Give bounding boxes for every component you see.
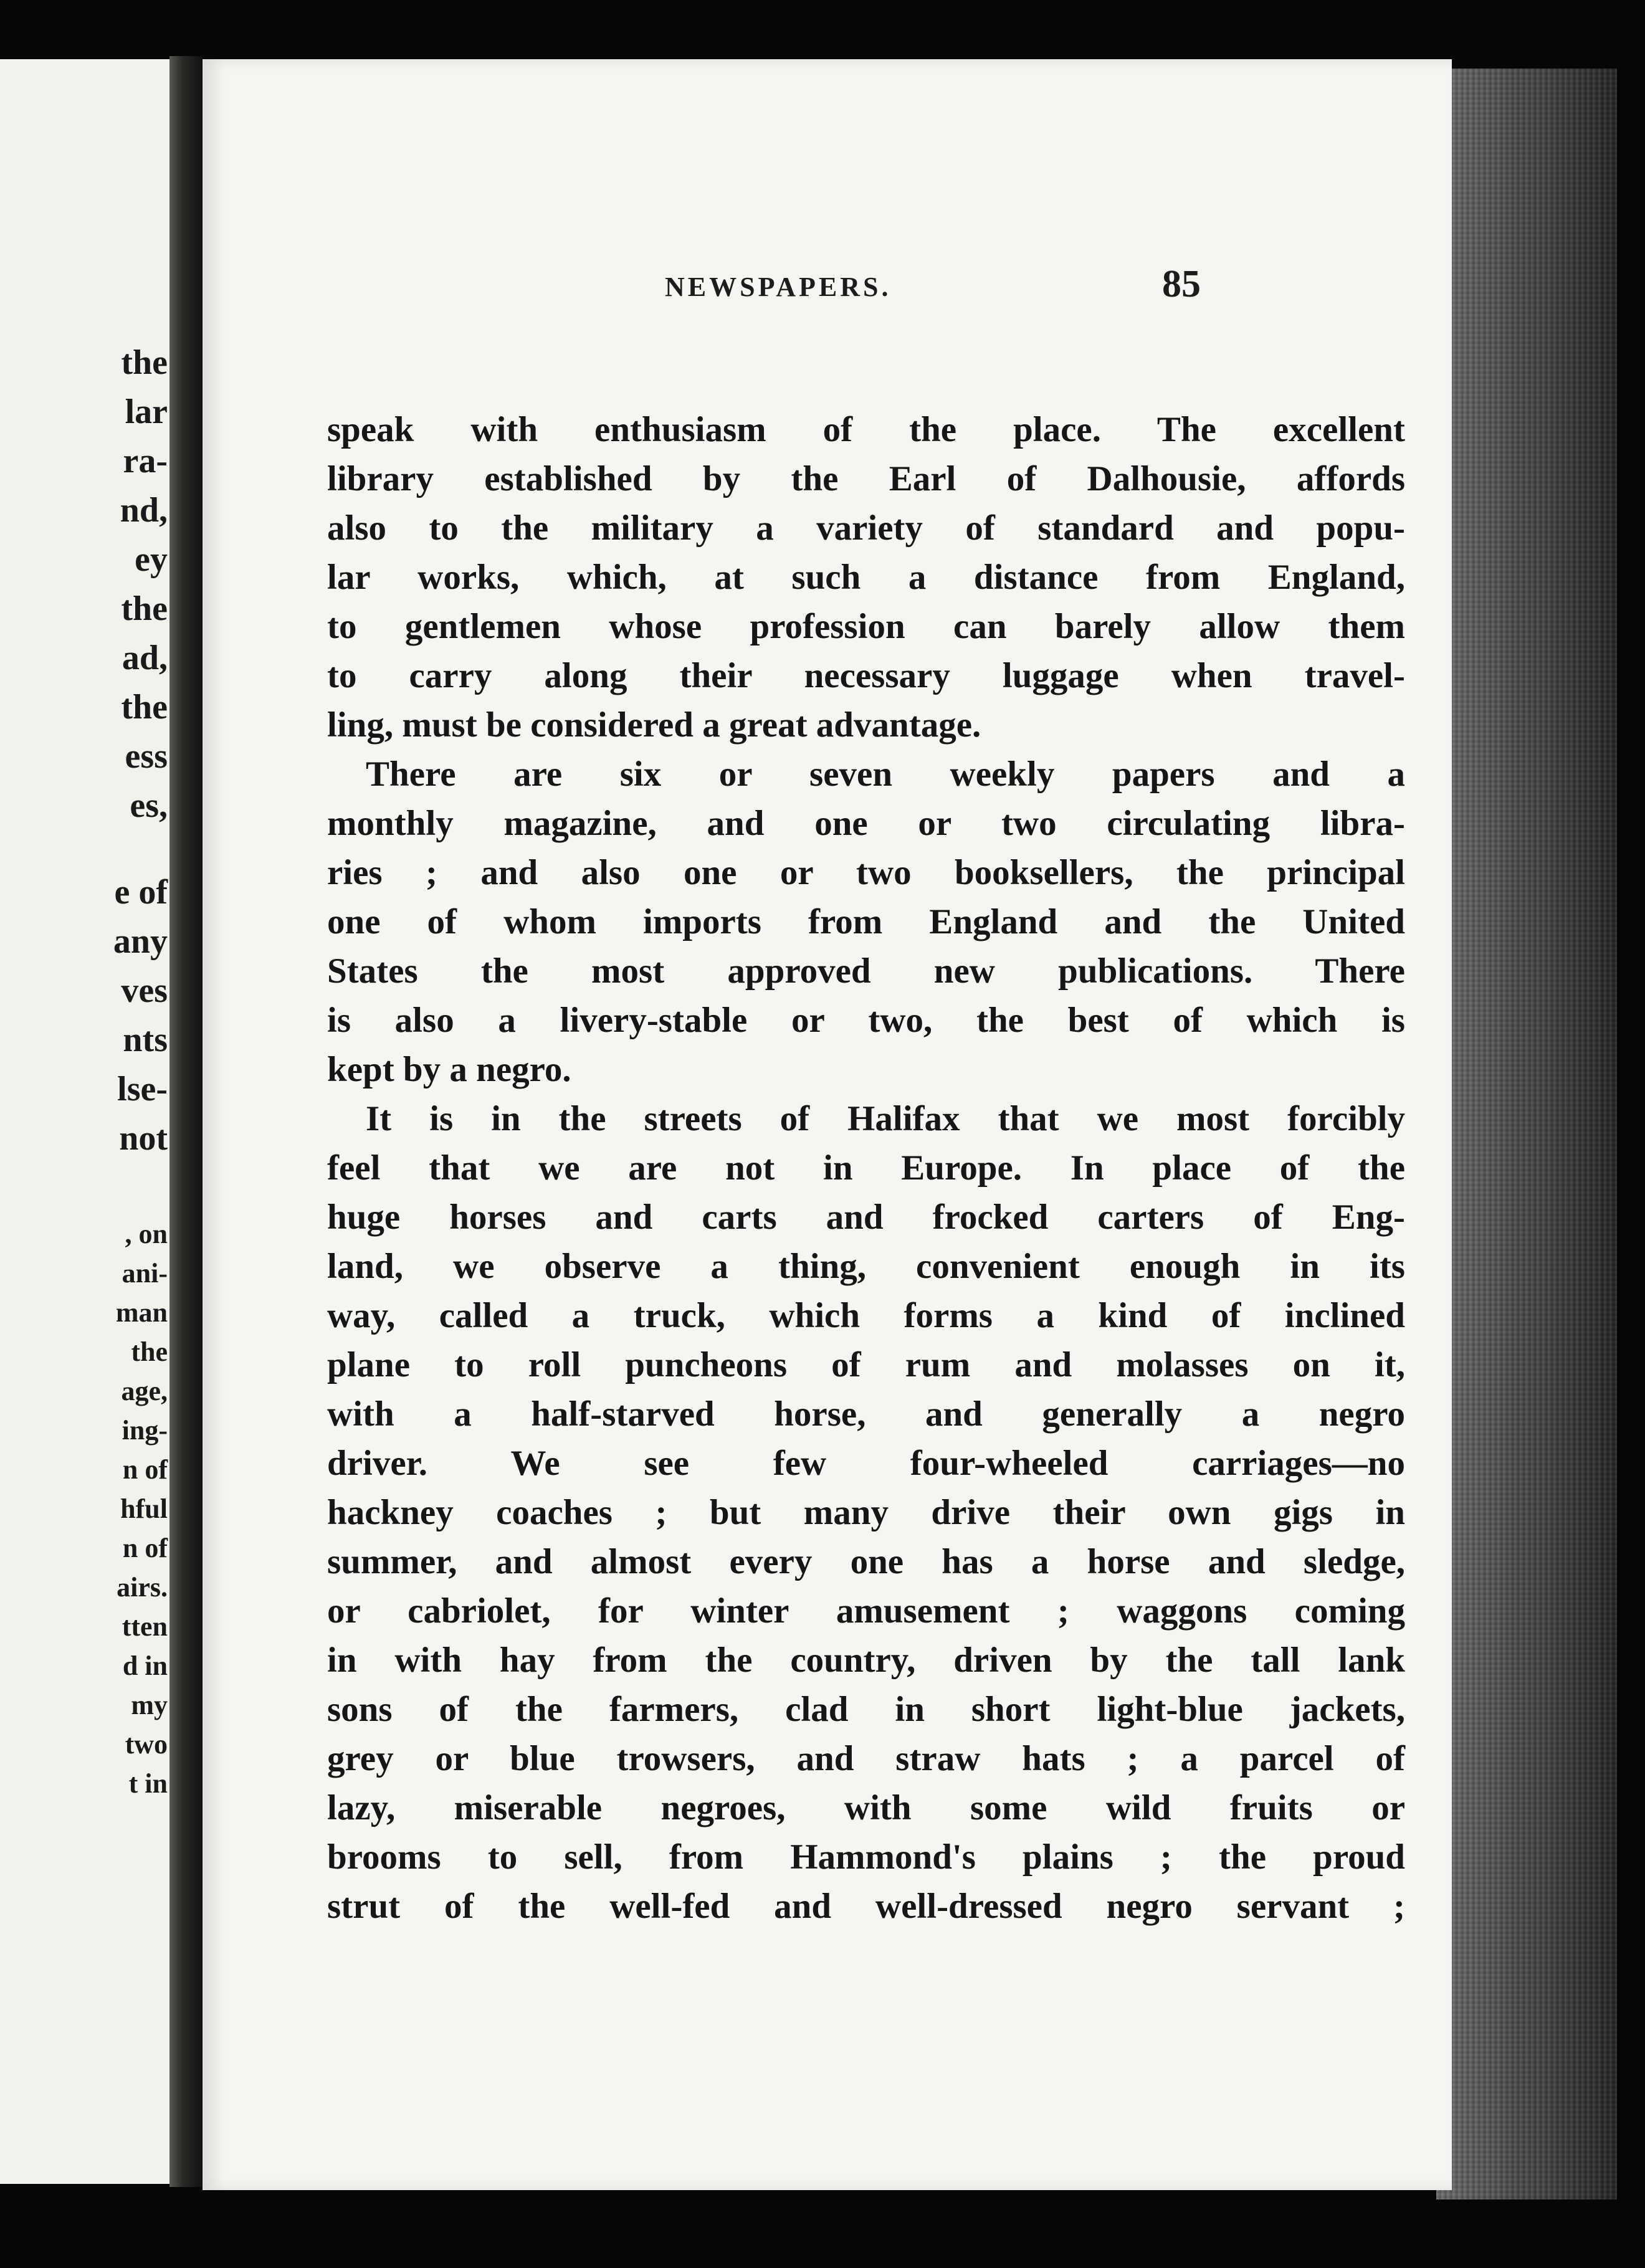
facing-page-fragment-line: lse- [117, 1070, 168, 1108]
facing-page-fragment-line: any [113, 922, 168, 961]
facing-page-fragment-line: n of [122, 1533, 168, 1563]
text-line: strut of the well-fed and well-dressed negro servant ; [327, 1887, 1405, 1926]
facing-page-fragment-line: man [115, 1297, 168, 1328]
text-line: is also a livery-stable or two, the best of which is [327, 1001, 1405, 1040]
facing-page-fragment-line: age, [121, 1376, 168, 1406]
text-line: driver. We see few four-wheeled carriages—no [327, 1444, 1405, 1483]
facing-page-fragment [0, 59, 171, 2184]
facing-page-fragment-line: , on [125, 1219, 168, 1249]
text-line: lazy, miserable negroes, with some wild fruits or [327, 1788, 1405, 1827]
book-page [203, 59, 1452, 2190]
book-gutter [169, 56, 202, 2187]
running-title: NEWSPAPERS. [665, 272, 892, 302]
page-number: 85 [1162, 263, 1201, 305]
text-line: States the most approved new publications. There [327, 951, 1405, 991]
text-line: land, we observe a thing, convenient enough in its [327, 1247, 1405, 1286]
text-line: feel that we are not in Europe. In place of the [327, 1148, 1405, 1188]
text-line: or cabriolet, for winter amusement ; waggons coming [327, 1591, 1405, 1631]
facing-page-fragment-line: t in [128, 1768, 168, 1799]
facing-page-fragment-line: my [131, 1690, 168, 1720]
text-line: kept by a negro. [327, 1050, 571, 1089]
facing-page-fragment-line: ani- [122, 1258, 168, 1289]
text-line: hackney coaches ; but many drive their own gigs in [327, 1493, 1405, 1532]
facing-page-fragment-line: hful [120, 1494, 168, 1524]
facing-page-fragment-line: not [119, 1119, 168, 1158]
facing-page-fragment-line: ra- [123, 442, 168, 480]
text-line: sons of the farmers, clad in short light-blue jackets, [327, 1690, 1405, 1729]
facing-page-fragment-line: lar [125, 393, 168, 431]
facing-page-fragment-line: two [125, 1729, 168, 1760]
text-line: There are six or seven weekly papers and a [366, 755, 1405, 794]
facing-page-fragment-line: airs. [117, 1572, 168, 1603]
text-line: ries ; and also one or two booksellers, the principal [327, 853, 1405, 892]
text-line: brooms to sell, from Hammond's plains ; the proud [327, 1837, 1405, 1877]
text-line: huge horses and carts and frocked carters of Eng- [327, 1198, 1405, 1237]
text-line: plane to roll puncheons of rum and molasses on it, [327, 1345, 1405, 1384]
facing-page-fragment-line: es, [130, 786, 168, 825]
facing-page-fragment-line: d in [122, 1651, 168, 1681]
text-line: ling, must be considered a great advantage. [327, 705, 981, 745]
facing-page-fragment-line: the [121, 589, 168, 628]
text-line: library established by the Earl of Dalhousie, affords [327, 459, 1405, 498]
text-line: in with hay from the country, driven by the tall lank [327, 1641, 1405, 1680]
facing-page-fragment-line: nts [123, 1021, 168, 1059]
text-line: summer, and almost every one has a horse and sledge, [327, 1542, 1405, 1581]
facing-page-fragment-line: ess [125, 737, 168, 776]
text-line: with a half-starved horse, and generally a negro [327, 1394, 1405, 1434]
book-page-edges [1436, 69, 1617, 2199]
text-line: way, called a truck, which forms a kind of inclined [327, 1296, 1405, 1335]
facing-page-fragment-line: tten [122, 1611, 168, 1642]
text-line: It is in the streets of Halifax that we most forcibly [366, 1099, 1405, 1138]
facing-page-fragment-line: ing- [122, 1415, 168, 1446]
text-line: lar works, which, at such a distance from England, [327, 558, 1405, 597]
body-text [327, 405, 1405, 1931]
text-line: also to the military a variety of standard and popu- [327, 508, 1405, 548]
facing-page-fragment-line: the [121, 343, 168, 382]
facing-page-fragment-line: the [121, 688, 168, 727]
text-line: monthly magazine, and one or two circulating libra- [327, 804, 1405, 843]
text-line: one of whom imports from England and the United [327, 902, 1405, 941]
facing-page-fragment-line: ad, [122, 639, 168, 677]
running-head [203, 263, 1405, 321]
facing-page-fragment-line: the [131, 1336, 168, 1367]
text-line: to gentlemen whose profession can barely allow them [327, 607, 1405, 646]
facing-page-fragment-line: n of [122, 1454, 168, 1485]
facing-page-fragment-line: nd, [120, 491, 168, 530]
facing-page-fragment-line: ves [121, 971, 168, 1010]
facing-page-fragment-line: ey [135, 540, 168, 579]
text-line: speak with enthusiasm of the place. The excellent [327, 410, 1405, 449]
text-line: grey or blue trowsers, and straw hats ; a parcel of [327, 1739, 1405, 1778]
facing-page-fragment-line: e of [114, 873, 168, 912]
text-line: to carry along their necessary luggage when travel- [327, 656, 1405, 695]
